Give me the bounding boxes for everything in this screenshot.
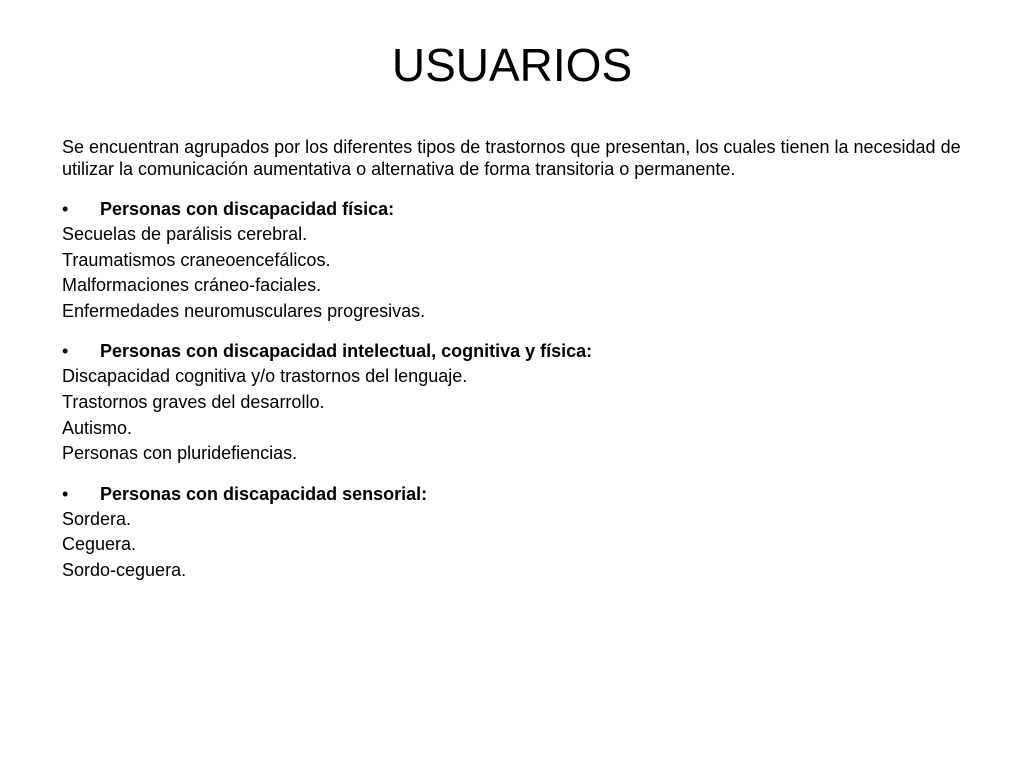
- group-physical-disability: [62, 196, 962, 324]
- list-item: Discapacidad cognitiva y/o trastornos del lenguaje.: [62, 366, 468, 387]
- slide-body: [62, 136, 962, 598]
- list-item: Sordo-ceguera.: [62, 559, 187, 580]
- group-heading: [62, 196, 962, 222]
- list-item: Secuelas de parálisis cerebral.: [62, 224, 308, 244]
- group-heading: [62, 338, 962, 364]
- list-item: Enfermedades neuromusculares progresivas.: [62, 300, 426, 321]
- list-item: Sordera.: [62, 508, 132, 529]
- group-sensory-disability: [62, 481, 962, 584]
- list-item: Trastornos graves del desarrollo.: [62, 391, 325, 412]
- bullet-icon: •: [62, 199, 69, 219]
- bullet-icon: •: [62, 341, 69, 362]
- group-heading-text: Personas con discapacidad sensorial:: [100, 483, 428, 504]
- list-item: Autismo.: [62, 417, 133, 438]
- group-intellectual-disability: [62, 338, 962, 466]
- group-heading-text: Personas con discapacidad física:: [100, 199, 395, 219]
- list-item: Malformaciones cráneo-faciales.: [62, 275, 322, 296]
- slide-title: USUARIOS: [391, 39, 633, 91]
- group-heading: [62, 481, 962, 507]
- list-item: Traumatismos craneoencefálicos.: [62, 249, 331, 270]
- intro-paragraph: Se encuentran agrupados por los diferentes tipos de trastornos que presentan, los cuales tienen la necesidad de utilizar la comunicación aumentativa o alternativa de forma transitoria o permanente.: [62, 137, 961, 179]
- bullet-icon: •: [62, 483, 69, 504]
- group-heading-text: Personas con discapacidad intelectual, cognitiva y física:: [100, 341, 593, 362]
- list-item: Personas con pluridefiencias.: [62, 443, 298, 464]
- list-item: Ceguera.: [62, 534, 137, 555]
